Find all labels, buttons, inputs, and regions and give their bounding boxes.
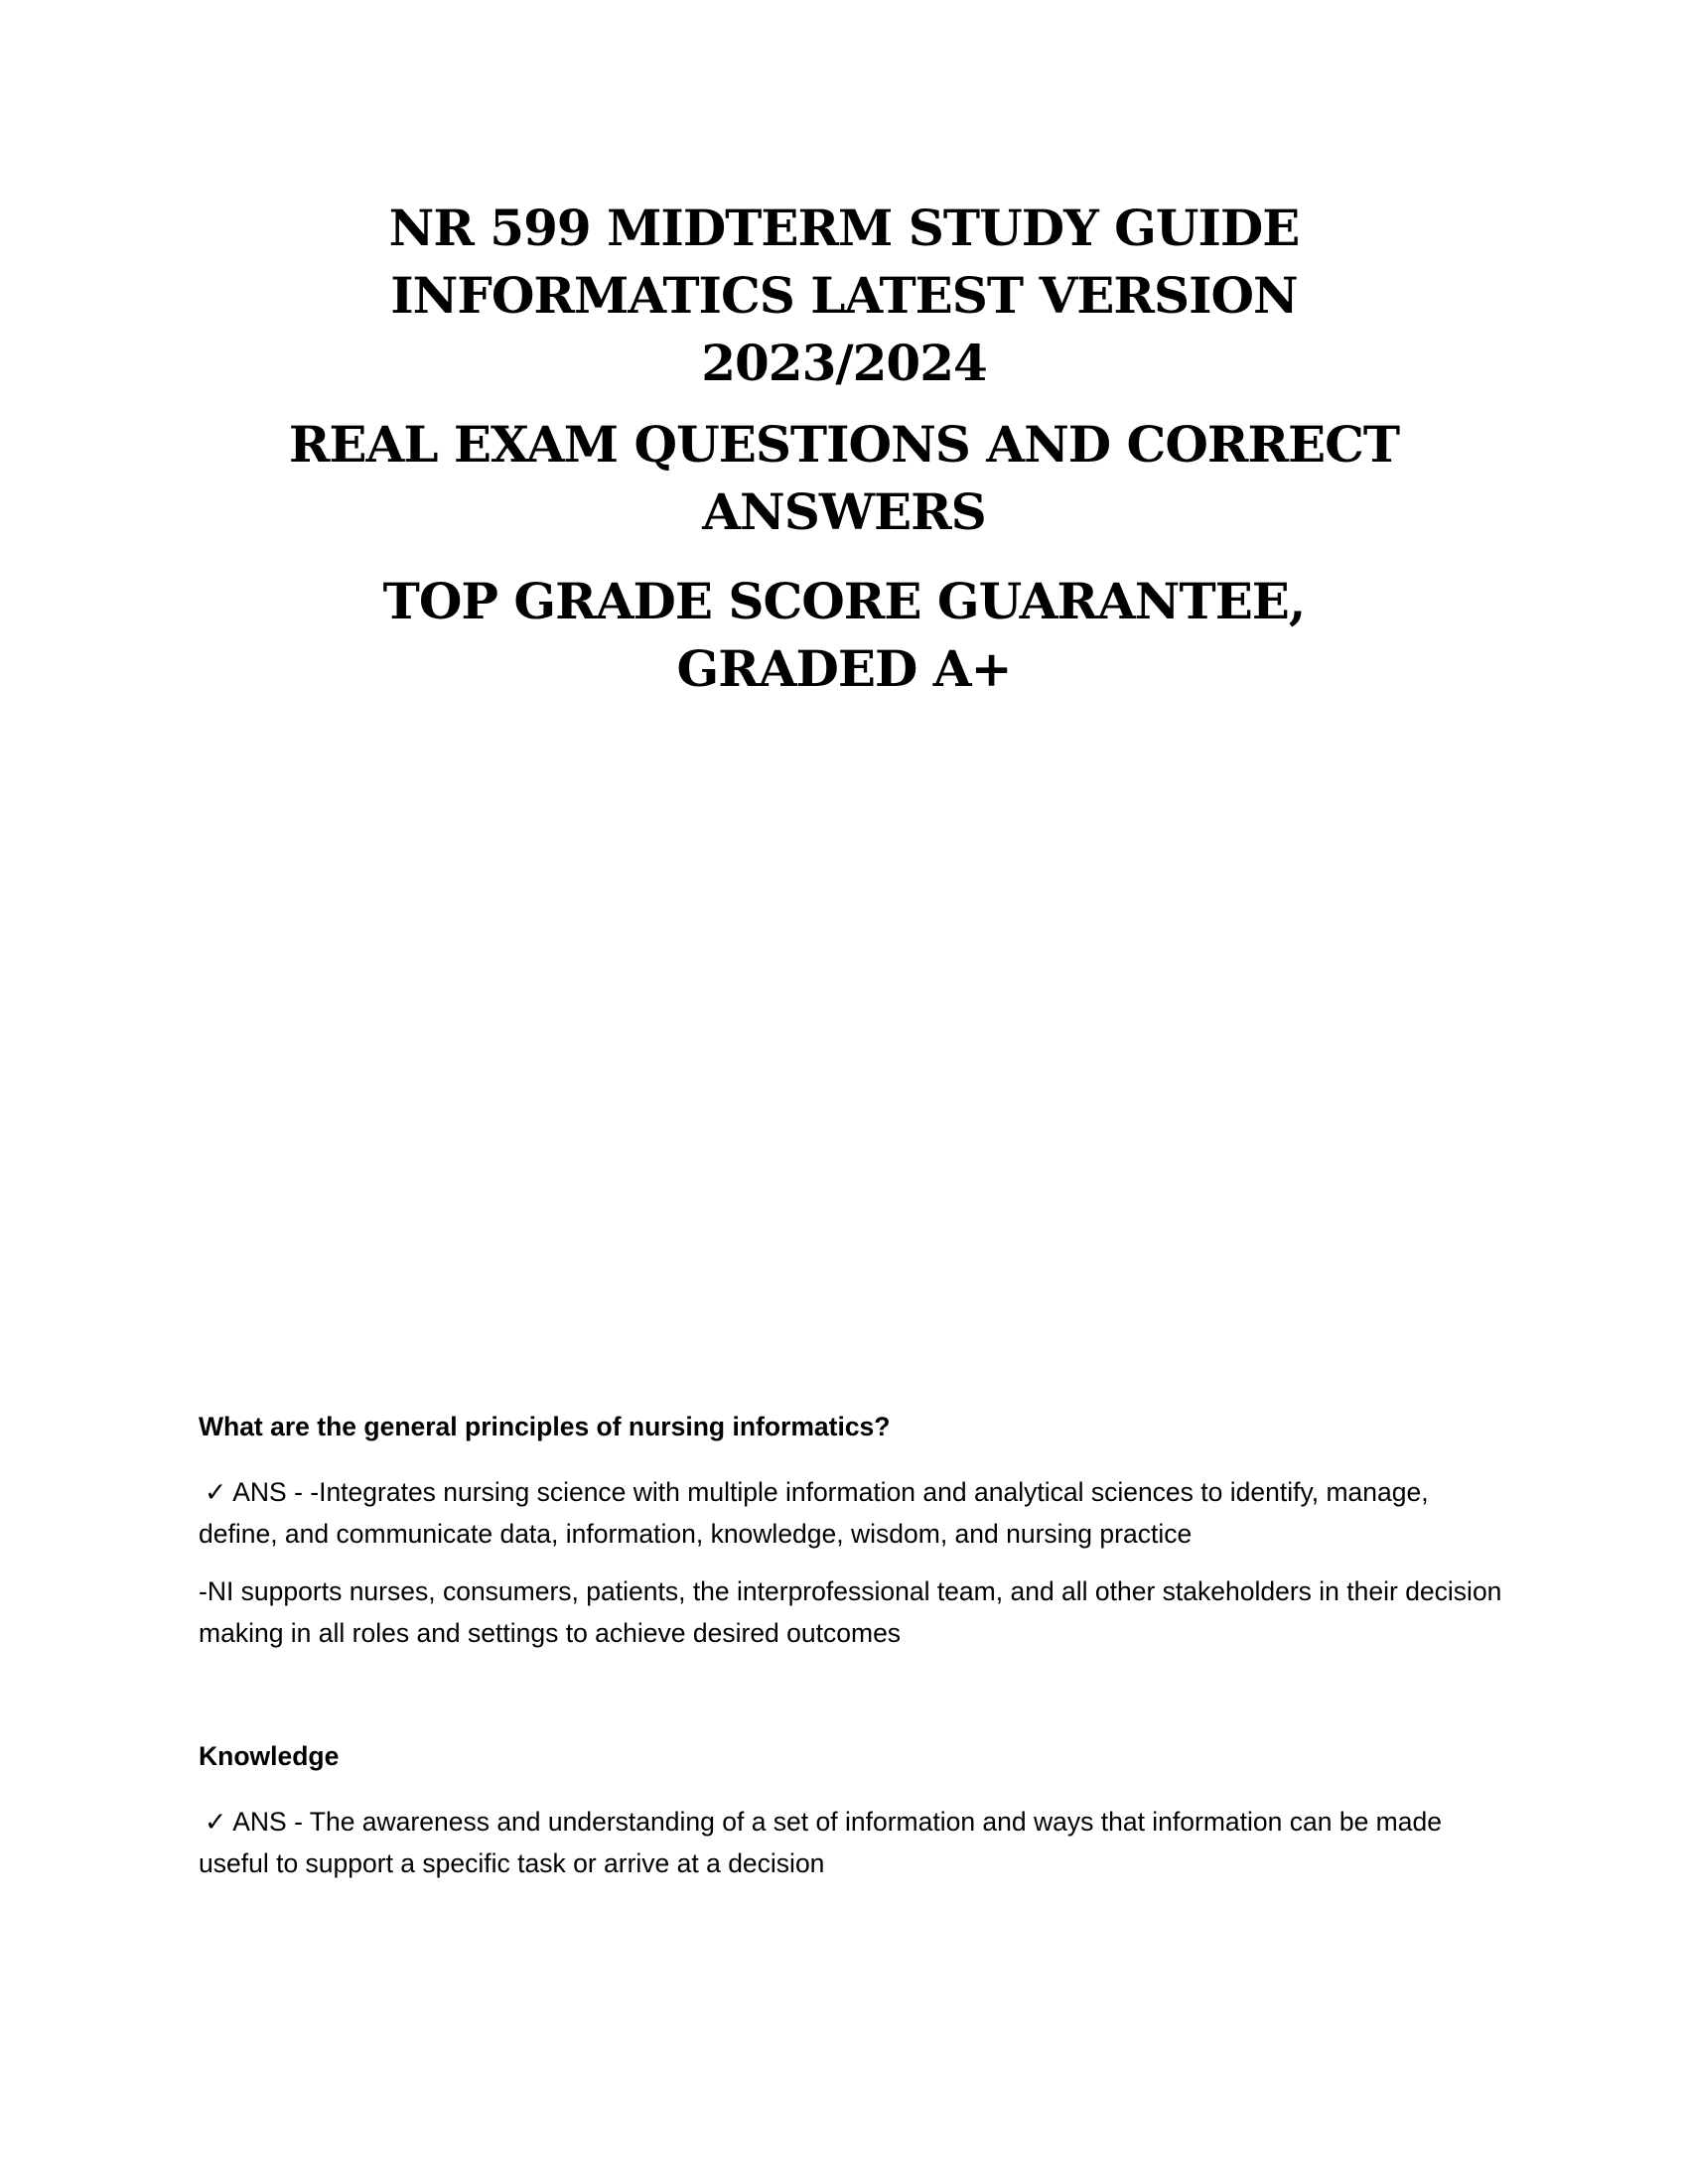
question-text: What are the general principles of nursing informatics? [199, 1412, 891, 1441]
subtitle-line: ANSWERS [702, 482, 986, 541]
subtitle-line: REAL EXAM QUESTIONS AND CORRECT [288, 415, 1400, 474]
tagline-line: TOP GRADE SCORE GUARANTEE, [382, 572, 1306, 630]
title-line: INFORMATICS LATEST VERSION [390, 266, 1298, 325]
qa-item [199, 1406, 1509, 1654]
check-icon: ✓ [205, 1807, 227, 1837]
answer-text: ANS - -Integrates nursing science with multiple information and analytical sciences to identify, manage, define, and communicate data, information, knowledge, wisdom, and nursing practice [199, 1477, 1429, 1549]
answer-paragraph [199, 1570, 1509, 1654]
check-icon: ✓ [205, 1477, 227, 1507]
answer-text: -NI supports nurses, consumers, patients, the interprofessional team, and all other stakeholders in their decision making in all roles and settings to achieve desired outcomes [199, 1576, 1502, 1648]
title-line: NR 599 MIDTERM STUDY GUIDE [388, 199, 1300, 257]
document-subtitle [0, 411, 1688, 546]
document-tagline [0, 568, 1688, 703]
answer-text: ANS - The awareness and understanding of a set of information and ways that information can be made useful to support a specific task or arrive at a decision [199, 1807, 1442, 1878]
qa-item [199, 1735, 1509, 1884]
document-title [0, 195, 1688, 397]
answer-paragraph [199, 1471, 1509, 1555]
tagline-line: GRADED A+ [676, 639, 1012, 698]
answer-paragraph [199, 1801, 1509, 1884]
question-text: Knowledge [199, 1741, 340, 1771]
title-line: 2023/2024 [701, 334, 987, 392]
